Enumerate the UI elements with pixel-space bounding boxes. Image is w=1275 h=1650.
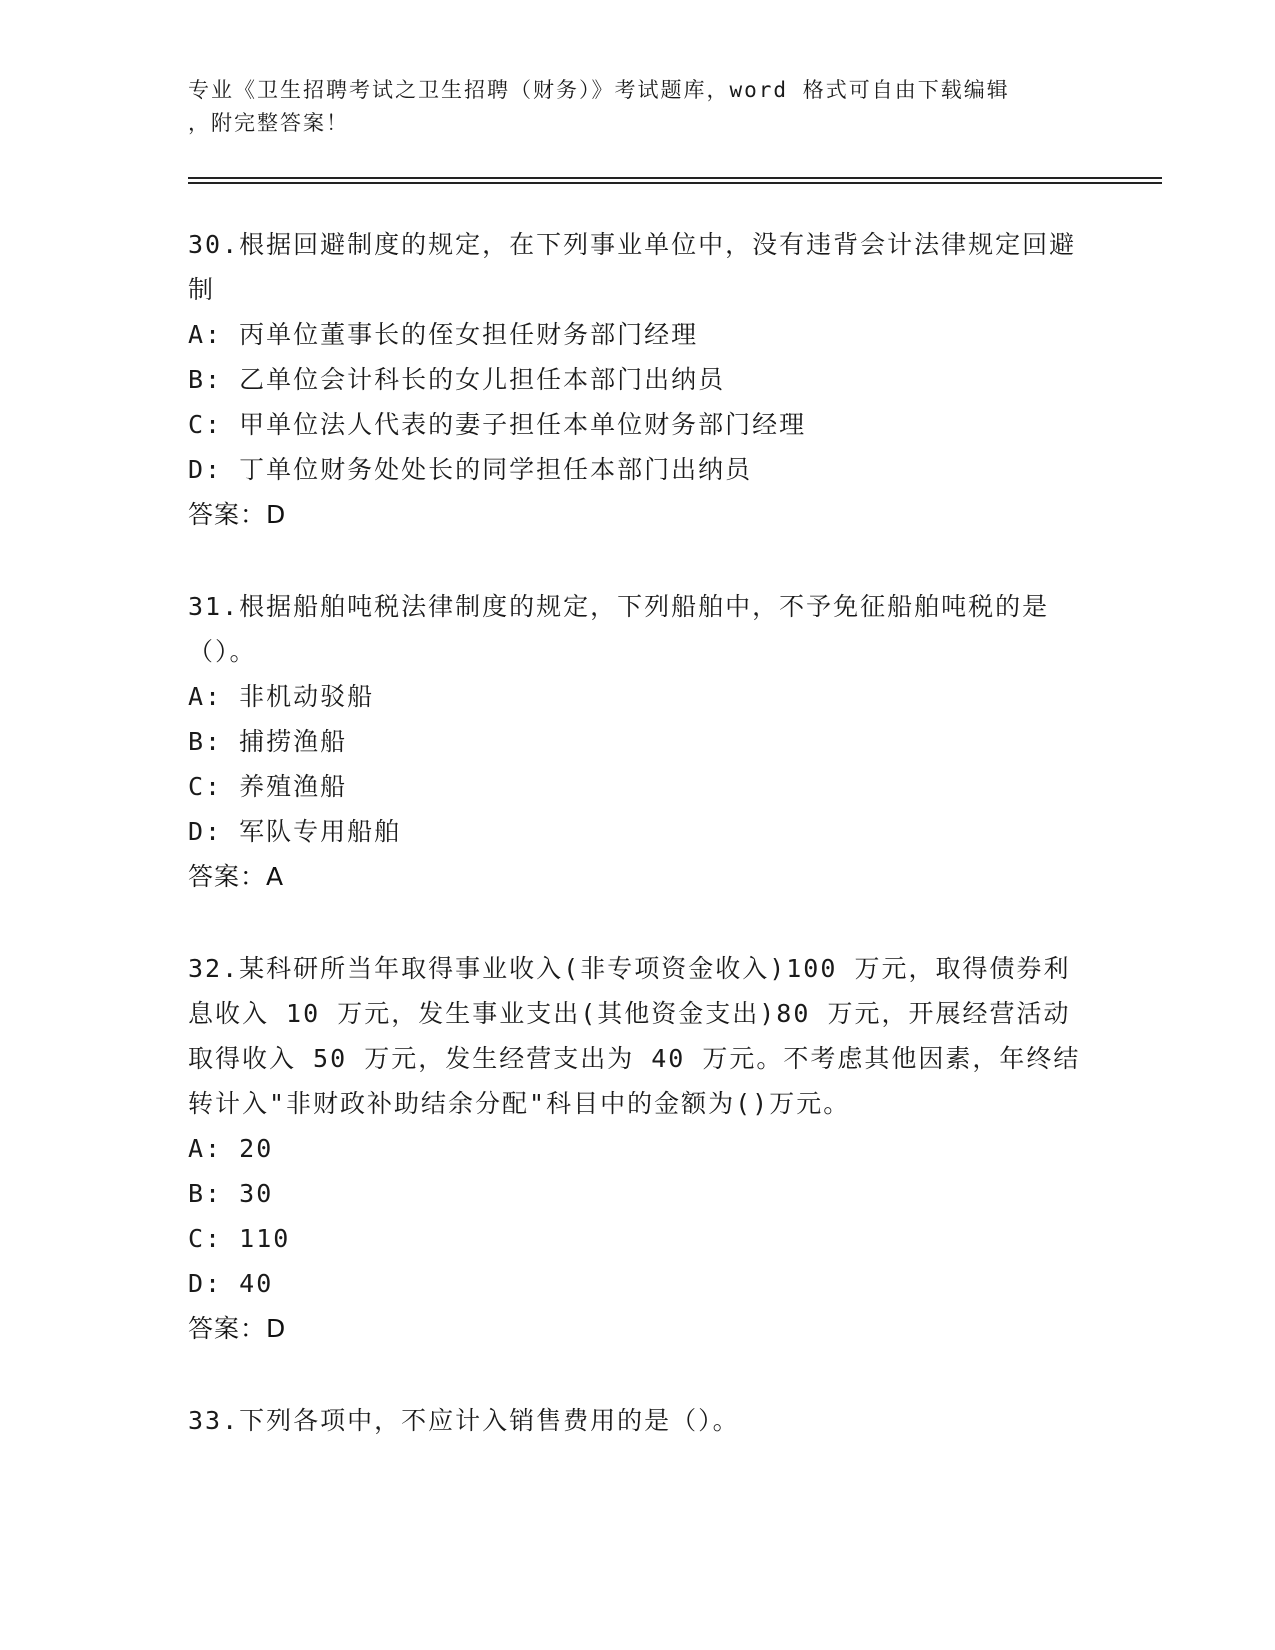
answer: 答案：D	[188, 1314, 287, 1343]
option-b: B: 30	[188, 1179, 274, 1208]
header-divider-bottom	[188, 182, 1162, 184]
question-33	[188, 1398, 1088, 1443]
option-d: D: 丁单位财务处处长的同学担任本部门出纳员	[188, 455, 753, 484]
option-c: C: 养殖渔船	[188, 772, 348, 801]
header-line-1: 专业《卫生招聘考试之卫生招聘（财务）》考试题库，word 格式可自由下载编辑	[188, 78, 1010, 102]
document-header	[188, 74, 1068, 140]
answer: 答案：D	[188, 500, 287, 529]
question-stem: 31.根据船舶吨税法律制度的规定，下列船舶中，不予免征船舶吨税的是（）。	[188, 592, 1050, 666]
option-a: A: 非机动驳船	[188, 682, 375, 711]
option-d: D: 40	[188, 1269, 274, 1298]
header-line-2: ，附完整答案！	[188, 111, 349, 135]
question-31	[188, 584, 1088, 899]
header-divider-top	[188, 177, 1162, 179]
option-d: D: 军队专用船舶	[188, 817, 402, 846]
question-stem: 33.下列各项中，不应计入销售费用的是（）。	[188, 1406, 740, 1435]
option-b: B: 乙单位会计科长的女儿担任本部门出纳员	[188, 365, 726, 394]
option-b: B: 捕捞渔船	[188, 727, 348, 756]
question-32	[188, 946, 1088, 1351]
option-a: A: 丙单位董事长的侄女担任财务部门经理	[188, 320, 699, 349]
option-c: C: 110	[188, 1224, 291, 1253]
option-c: C: 甲单位法人代表的妻子担任本单位财务部门经理	[188, 410, 807, 439]
option-a: A: 20	[188, 1134, 274, 1163]
question-stem: 32.某科研所当年取得事业收入(非专项资金收入)100 万元，取得债券利息收入 10 万元，发生事业支出(其他资金支出)80 万元，开展经营活动取得收入 50 万元，发生经营支出为 40 万元。不考虑其他因素，年终结转计入"非财政补助结余分配"科目中的金额为()万元。	[188, 954, 1081, 1118]
answer: 答案：A	[188, 862, 285, 891]
question-30	[188, 222, 1088, 537]
question-stem: 30.根据回避制度的规定，在下列事业单位中，没有违背会计法律规定回避制	[188, 230, 1077, 304]
